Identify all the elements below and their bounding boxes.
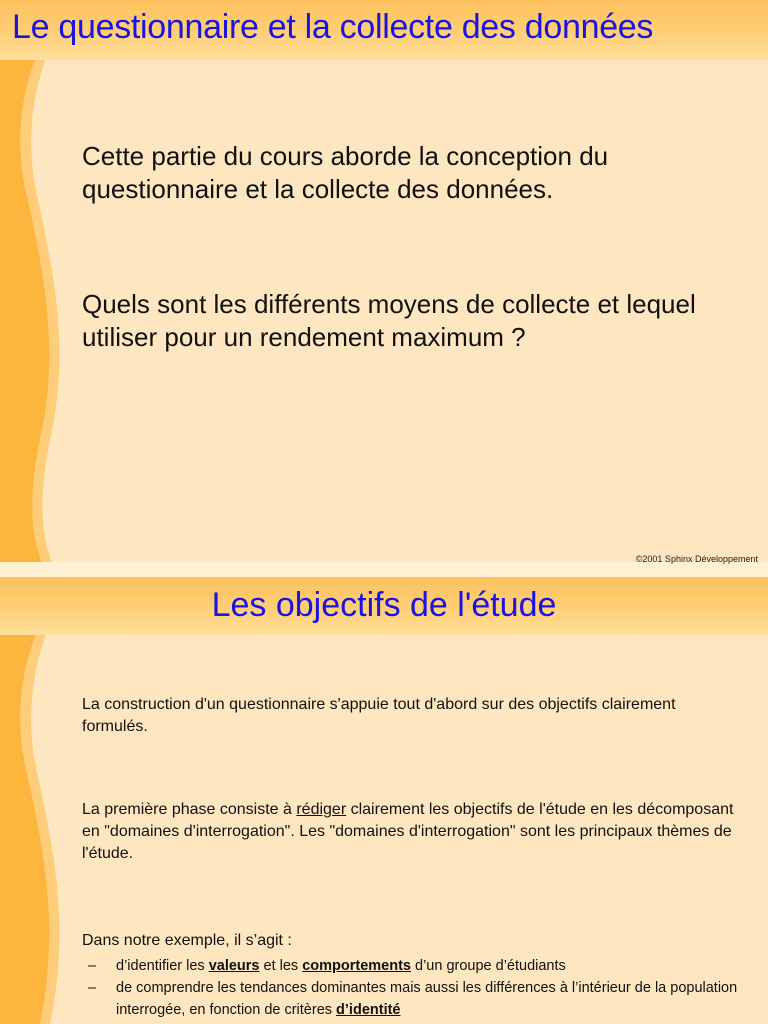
slide-2 [0, 577, 768, 1024]
bullet-text: de comprendre les tendances dominantes mais aussi les différences à l’intérieur de la population interrogée, en fonction de critères [116, 980, 738, 1018]
slide-title: Les objectifs de l'étude [211, 586, 557, 624]
example-lead: Dans notre exemple, il s’agit : [82, 932, 292, 949]
bullet-text: et les [259, 958, 303, 974]
bullet-text: d’identifier les [116, 958, 209, 974]
copyright-notice: ©2001 Sphinx Développement [635, 554, 758, 564]
intro-paragraph: Cette partie du cours aborde la conception du questionnaire et la collecte des données. [82, 141, 609, 204]
keyword-identite: d’identité [336, 1002, 401, 1018]
list-item [86, 977, 758, 1021]
dash-bullet: – [88, 958, 97, 974]
slide-title: Le questionnaire et la collecte des données [12, 8, 654, 46]
question-paragraph: Quels sont les différents moyens de collecte et lequel utiliser pour un rendement maximum ? [82, 289, 696, 352]
phase-text-after: clairement les objectifs de l'étude en les décomposant en "domaines d'interrogation". Les "domaines d'interrogation" sont les principaux thèmes de l'étude. [82, 801, 734, 862]
bullet-list [86, 955, 758, 1021]
dash-bullet: – [88, 980, 97, 996]
list-item [86, 955, 758, 977]
construction-paragraph: La construction d'un questionnaire s'appuie tout d'abord sur des objectifs clairement formulés. [82, 696, 676, 735]
keyword-comportements: comportements [302, 958, 411, 974]
bullet-text: d’un groupe d’étudiants [410, 958, 566, 974]
phase-paragraph [82, 799, 742, 865]
keyword-valeurs: valeurs [208, 958, 260, 974]
phase-text-before: La première phase consiste à [82, 801, 297, 818]
phase-underlined-word: rédiger [296, 801, 347, 818]
